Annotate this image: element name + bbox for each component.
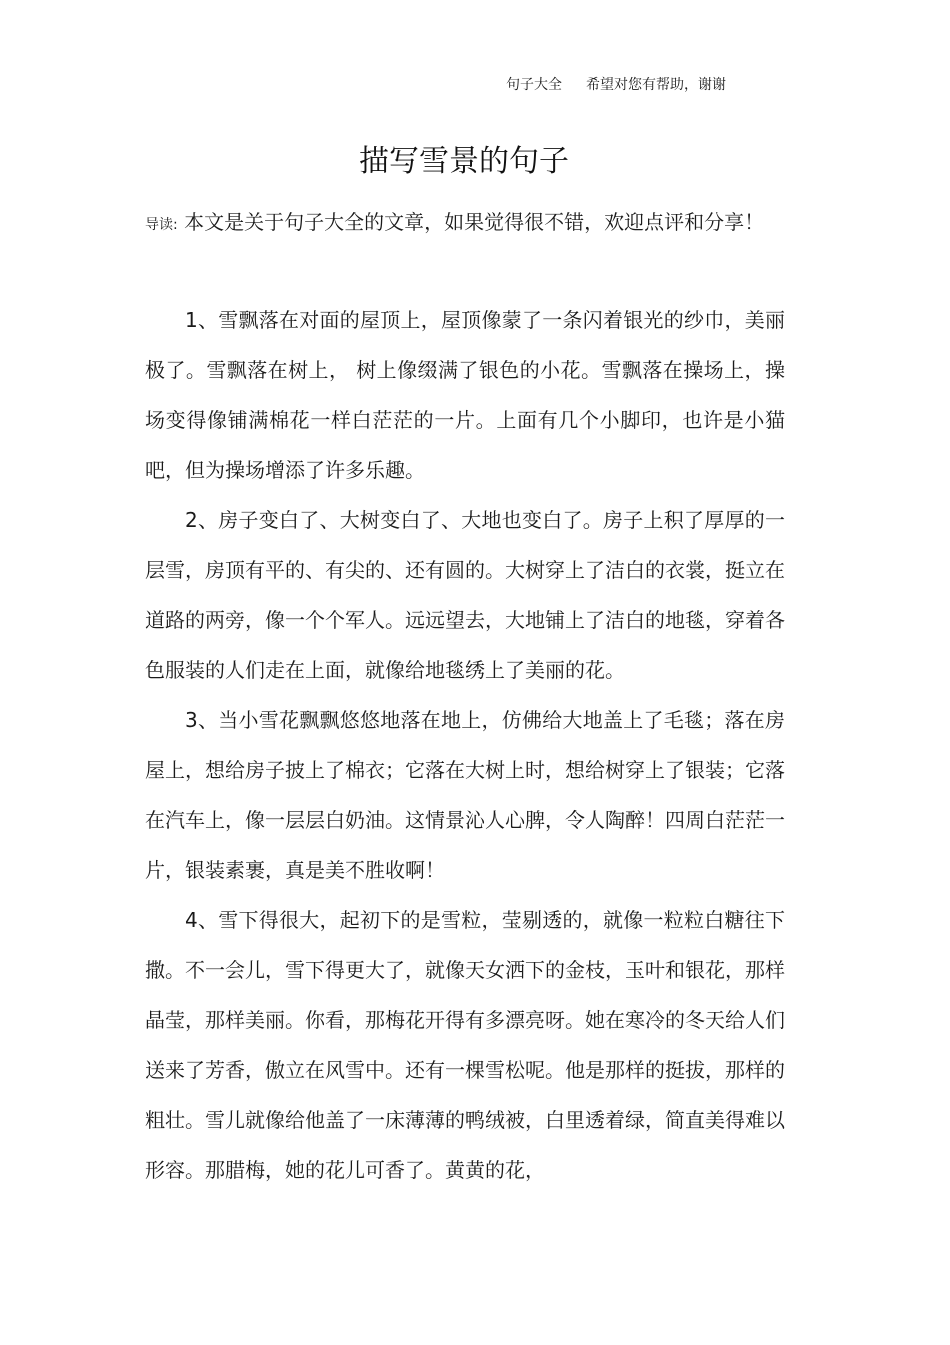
paragraph-3: 3、当小雪花飘飘悠悠地落在地上，仿佛给大地盖上了毛毯；落在房屋上，想给房子披上了棉衣；它落在大树上时，想给树穿上了银装；它落在汽车上，像一层层白奶油。这情景沁人心脾，令人陶醉！四周白茫茫一片，银装素裹，真是美不胜收啊！: [145, 708, 785, 882]
intro-label: 导读:: [145, 217, 178, 233]
intro-text: 本文是关于句子大全的文章，如果觉得很不错，欢迎点评和分享！: [184, 210, 765, 234]
page-header: [506, 75, 726, 95]
header-site-name: 句子大全: [506, 77, 562, 93]
intro: [145, 197, 765, 251]
article-body: [145, 295, 785, 1195]
paragraph-4: 4、雪下得很大，起初下的是雪粒，莹剔透的，就像一粒粒白糖往下撒。不一会儿，雪下得更大了，就像天女洒下的金枝，玉叶和银花，那样晶莹，那样美丽。你看，那梅花开得有多漂亮呀。她在寒冷的冬天给人们送来了芳香，傲立在风雪中。还有一棵雪松呢。他是那样的挺拔，那样的粗壮。雪儿就像给他盖了一床薄薄的鸭绒被，白里透着绿，简直美得难以形容。那腊梅，她的花儿可香了。黄黄的花，: [145, 908, 785, 1182]
paragraph-1: 1、雪飘落在对面的屋顶上，屋顶像蒙了一条闪着银光的纱巾，美丽极了。雪飘落在树上， 树上像缀满了银色的小花。雪飘落在操场上，操场变得像铺满棉花一样白茫茫的一片。上面有几个小脚印，也许是小猫吧，但为操场增添了许多乐趣。: [145, 308, 785, 482]
header-tagline: 希望对您有帮助，谢谢: [586, 77, 726, 93]
page-title: 描写雪景的句子: [359, 144, 569, 179]
paragraph-2: 2、房子变白了、大树变白了、大地也变白了。房子上积了厚厚的一层雪，房顶有平的、有尖的、还有圆的。大树穿上了洁白的衣裳，挺立在道路的两旁，像一个个军人。远远望去，大地铺上了洁白的地毯，穿着各色服装的人们走在上面，就像给地毯绣上了美丽的花。: [145, 508, 785, 682]
